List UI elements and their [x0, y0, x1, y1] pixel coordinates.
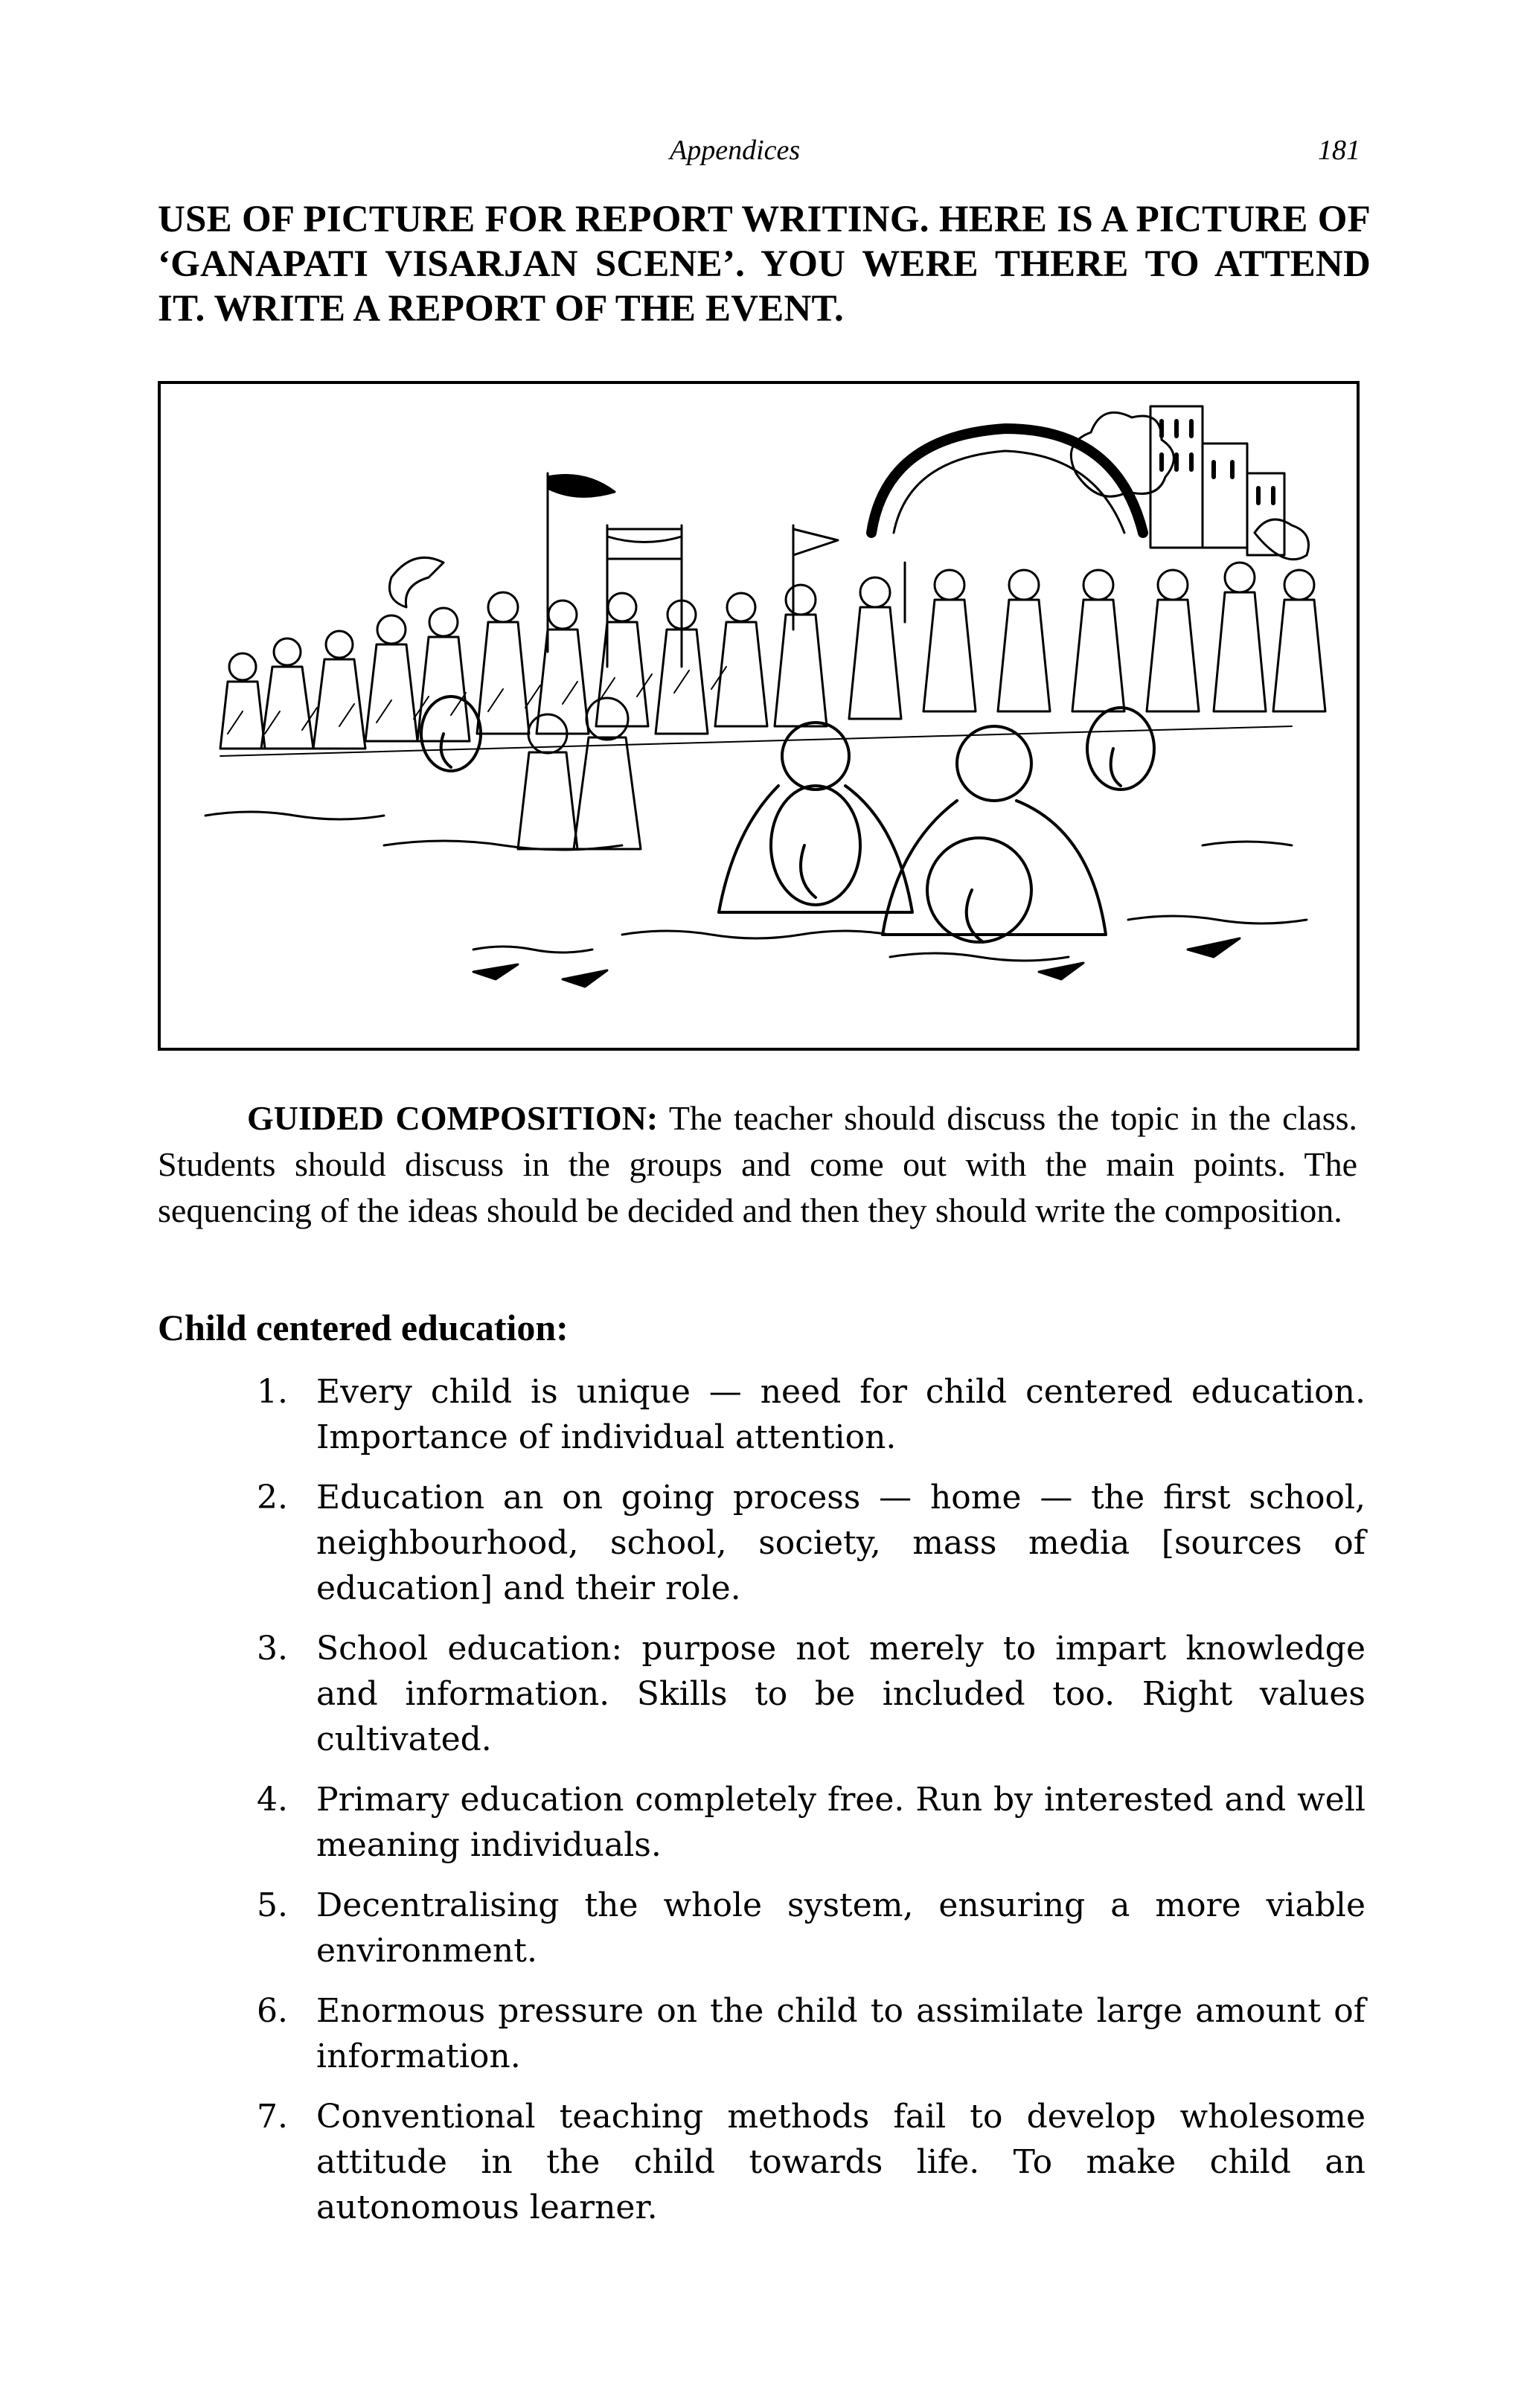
list-item-text: Decentralising the whole system, ensuring a more viable environment.	[316, 1886, 1365, 1970]
list-item	[257, 1475, 1365, 1611]
guided-composition-text: The teacher should discuss the topic in the class. Students should discuss in the groups and come out with the main points. The sequencing of the ideas should be decided and then they should write the composition.	[158, 1099, 1357, 1229]
section-title: Child centered education:	[158, 1307, 569, 1348]
list-item-text: Conventional teaching methods fail to develop wholesome attitude in the child towards life. To make child an autonomous learner.	[316, 2098, 1365, 2226]
running-head	[0, 134, 1524, 186]
list-item	[257, 1777, 1365, 1868]
list-item-number: 6.	[257, 1992, 288, 2030]
task-heading: USE OF PICTURE FOR REPORT WRITING. HERE IS A PICTURE OF ‘GANAPATI VISARJAN SCENE’. YOU WERE THERE TO ATTEND IT. WRITE A REPORT OF THE EVENT.	[158, 199, 1371, 330]
running-title: Appendices	[670, 135, 801, 166]
page-number: 181	[1318, 135, 1360, 166]
guided-composition	[158, 1095, 1357, 1234]
list-item	[257, 1883, 1365, 1973]
list-item	[257, 1369, 1365, 1460]
picture-frame	[158, 381, 1360, 1051]
list-item-number: 5.	[257, 1886, 288, 1924]
ganapati-visarjan-illustration	[161, 384, 1357, 1048]
list-item-number: 1.	[257, 1373, 288, 1411]
list-item	[257, 2094, 1365, 2230]
list-item-text: Every child is unique — need for child centered education. Importance of individual attention.	[316, 1373, 1365, 1456]
list-item-text: Enormous pressure on the child to assimilate large amount of information.	[316, 1992, 1365, 2075]
list-item	[257, 1988, 1365, 2079]
list-item	[257, 1626, 1365, 1762]
guided-composition-lead: GUIDED COMPOSITION:	[247, 1099, 659, 1137]
list-item-number: 4.	[257, 1781, 288, 1819]
list-item-text: Education an on going process — home — the first school, neighbourhood, school, society, mass media [sources of education] and their role.	[316, 1479, 1365, 1607]
points-list	[257, 1369, 1365, 2245]
list-item-number: 2.	[257, 1479, 288, 1517]
list-item-number: 7.	[257, 2098, 288, 2136]
list-item-text: School education: purpose not merely to impart knowledge and information. Skills to be included too. Right values cultivated.	[316, 1630, 1365, 1758]
list-item-text: Primary education completely free. Run by interested and well meaning individuals.	[316, 1781, 1365, 1864]
list-item-number: 3.	[257, 1630, 288, 1668]
